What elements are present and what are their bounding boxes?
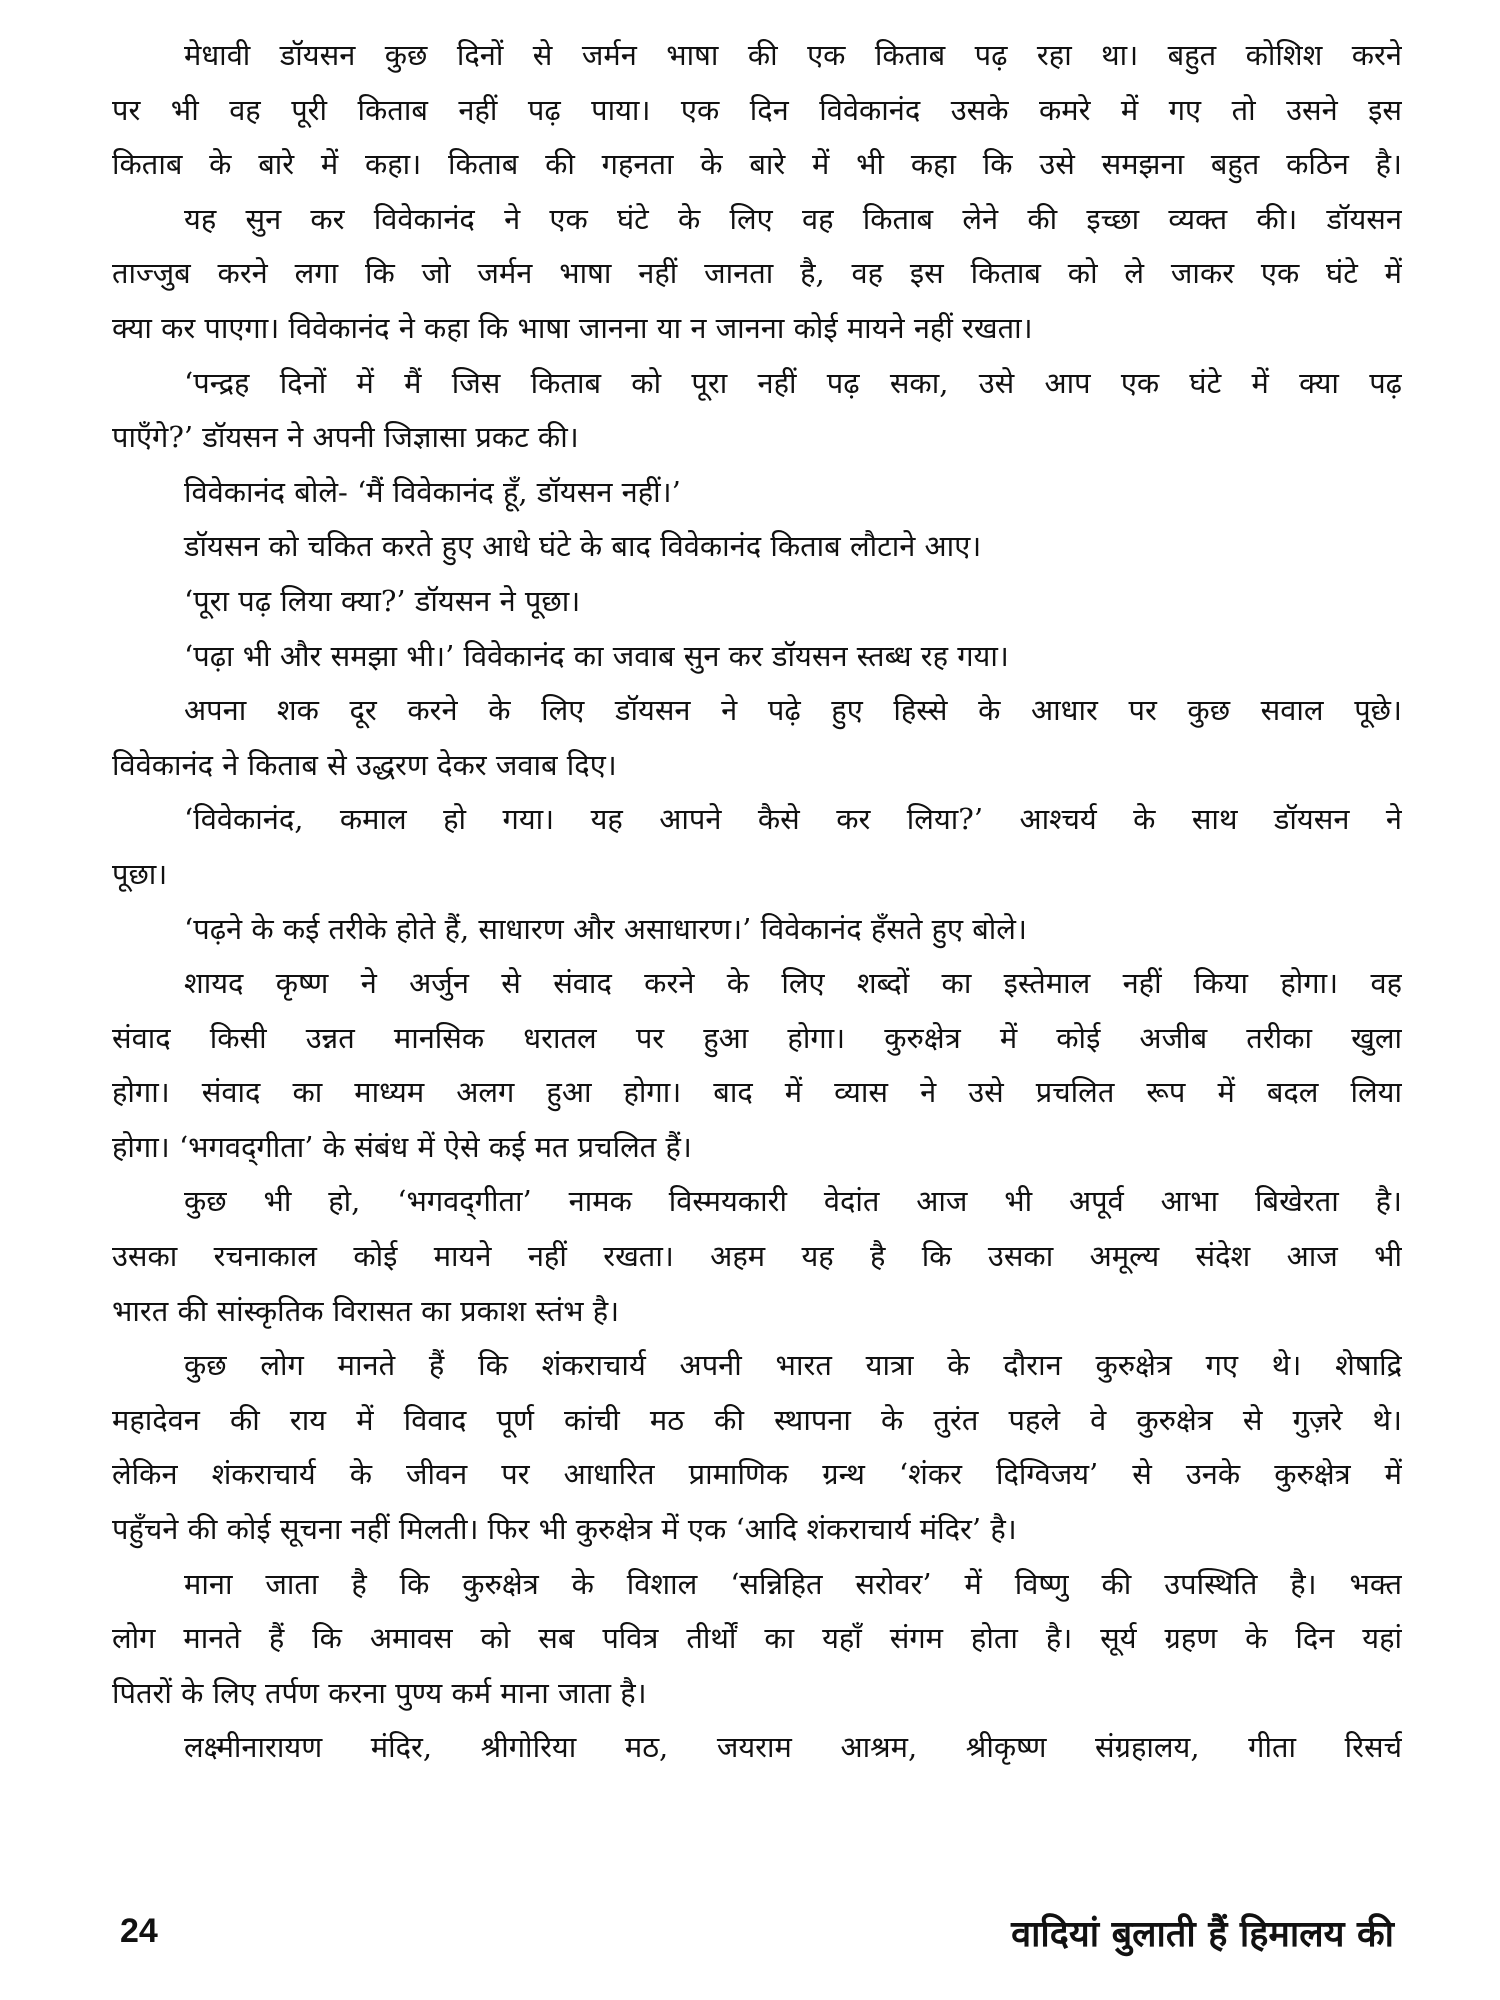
text-line: यह सुन कर विवेकानंद ने एक घंटे के लिए वह किताब लेने की इच्छा व्यक्त की। डॉयसन <box>184 201 1402 236</box>
page-number: 24 <box>120 1912 158 1950</box>
text-line: अपना शक दूर करने के लिए डॉयसन ने पढ़े हुए हिस्से के आधार पर कुछ सवाल पूछे। <box>184 693 1402 728</box>
text-line: संवाद किसी उन्नत मानसिक धरातल पर हुआ होगा। कुरुक्षेत्र में कोई अजीब तरीका खुला <box>112 1020 1402 1055</box>
text-line: ‘पढ़ने के कई तरीके होते हैं, साधारण और असाधारण।’ विवेकानंद हँसते हुए बोले। <box>184 911 1027 946</box>
text-line: उसका रचनाकाल कोई मायने नहीं रखता। अहम यह है कि उसका अमूल्य संदेश आज भी <box>112 1239 1402 1274</box>
text-line: शायद कृष्ण ने अर्जुन से संवाद करने के लिए शब्दों का इस्तेमाल नहीं किया होगा। वह <box>184 966 1402 1001</box>
text-line: ‘पन्द्रह दिनों में मैं जिस किताब को पूरा नहीं पढ़ सका, उसे आप एक घंटे में क्या पढ़ <box>184 365 1402 400</box>
text-line: डॉयसन को चकित करते हुए आधे घंटे के बाद विवेकानंद किताब लौटाने आए। <box>184 529 982 564</box>
text-line: महादेवन की राय में विवाद पूर्ण कांची मठ की स्थापना के तुरंत पहले वे कुरुक्षेत्र से गुज़रे थे। <box>112 1402 1402 1437</box>
text-line: पर भी वह पूरी किताब नहीं पढ़ पाया। एक दिन विवेकानंद उसके कमरे में गए तो उसने इस <box>112 92 1402 127</box>
text-line: क्या कर पाएगा। विवेकानंद ने कहा कि भाषा जानना या न जानना कोई मायने नहीं रखता। <box>112 310 1033 345</box>
page-footer <box>112 1908 1402 1968</box>
text-line: माना जाता है कि कुरुक्षेत्र के विशाल ‘सन्निहित सरोवर’ में विष्णु की उपस्थिति है। भक्त <box>184 1566 1402 1601</box>
text-line: ‘विवेकानंद, कमाल हो गया। यह आपने कैसे कर लिया?’ आश्चर्य के साथ डॉयसन ने <box>184 802 1402 837</box>
text-line: पितरों के लिए तर्पण करना पुण्य कर्म माना जाता है। <box>112 1675 647 1710</box>
text-line: ‘पूरा पढ़ लिया क्या?’ डॉयसन ने पूछा। <box>184 583 581 618</box>
text-line: कुछ लोग मानते हैं कि शंकराचार्य अपनी भारत यात्रा के दौरान कुरुक्षेत्र गए थे। शेषाद्रि <box>184 1348 1402 1383</box>
text-line: ताज्जुब करने लगा कि जो जर्मन भाषा नहीं जानता है, वह इस किताब को ले जाकर एक घंटे में <box>112 256 1402 291</box>
text-line: किताब के बारे में कहा। किताब की गहनता के बारे में भी कहा कि उसे समझना बहुत कठिन है। <box>112 147 1402 182</box>
text-line: विवेकानंद बोले- ‘मैं विवेकानंद हूँ, डॉयसन नहीं।’ <box>184 474 681 509</box>
page-body <box>112 28 1402 1928</box>
text-line: ‘पढ़ा भी और समझा भी।’ विवेकानंद का जवाब सुन कर डॉयसन स्तब्ध रह गया। <box>184 638 1009 673</box>
text-line: लक्ष्मीनारायण मंदिर, श्रीगोरिया मठ, जयराम आश्रम, श्रीकृष्ण संग्रहालय, गीता रिसर्च <box>184 1730 1402 1765</box>
text-line: भारत की सांस्कृतिक विरासत का प्रकाश स्तंभ है। <box>112 1293 620 1328</box>
running-title: वादियां बुलाती हैं हिमालय की <box>1011 1914 1394 1955</box>
text-line: कुछ भी हो, ‘भगवद्‌गीता’ नामक विस्मयकारी वेदांत आज भी अपूर्व आभा बिखेरता है। <box>184 1184 1402 1219</box>
text-line: होगा। संवाद का माध्यम अलग हुआ होगा। बाद में व्यास ने उसे प्रचलित रूप में बदल लिया <box>112 1075 1402 1110</box>
text-line: पूछा। <box>112 856 168 891</box>
text-line: पाएँगे?’ डॉयसन ने अपनी जिज्ञासा प्रकट की। <box>112 420 579 455</box>
text-line: मेधावी डॉयसन कुछ दिनों से जर्मन भाषा की एक किताब पढ़ रहा था। बहुत कोशिश करने <box>184 38 1402 72</box>
text-line: पहुँचने की कोई सूचना नहीं मिलती। फिर भी कुरुक्षेत्र में एक ‘आदि शंकराचार्य मंदिर’ है। <box>112 1512 1017 1547</box>
text-line: होगा। ‘भगवद्‌गीता’ के संबंध में ऐसे कई मत प्रचलित हैं। <box>112 1129 692 1164</box>
text-line: विवेकानंद ने किताब से उद्धरण देकर जवाब दिए। <box>112 747 617 782</box>
text-line: लोग मानते हैं कि अमावस को सब पवित्र तीर्थों का यहाँ संगम होता है। सूर्य ग्रहण के दिन यहां <box>112 1621 1402 1656</box>
text-line: लेकिन शंकराचार्य के जीवन पर आधारित प्रामाणिक ग्रन्थ ‘शंकर दिग्विजय’ से उनके कुरुक्षेत्र में <box>112 1457 1402 1492</box>
